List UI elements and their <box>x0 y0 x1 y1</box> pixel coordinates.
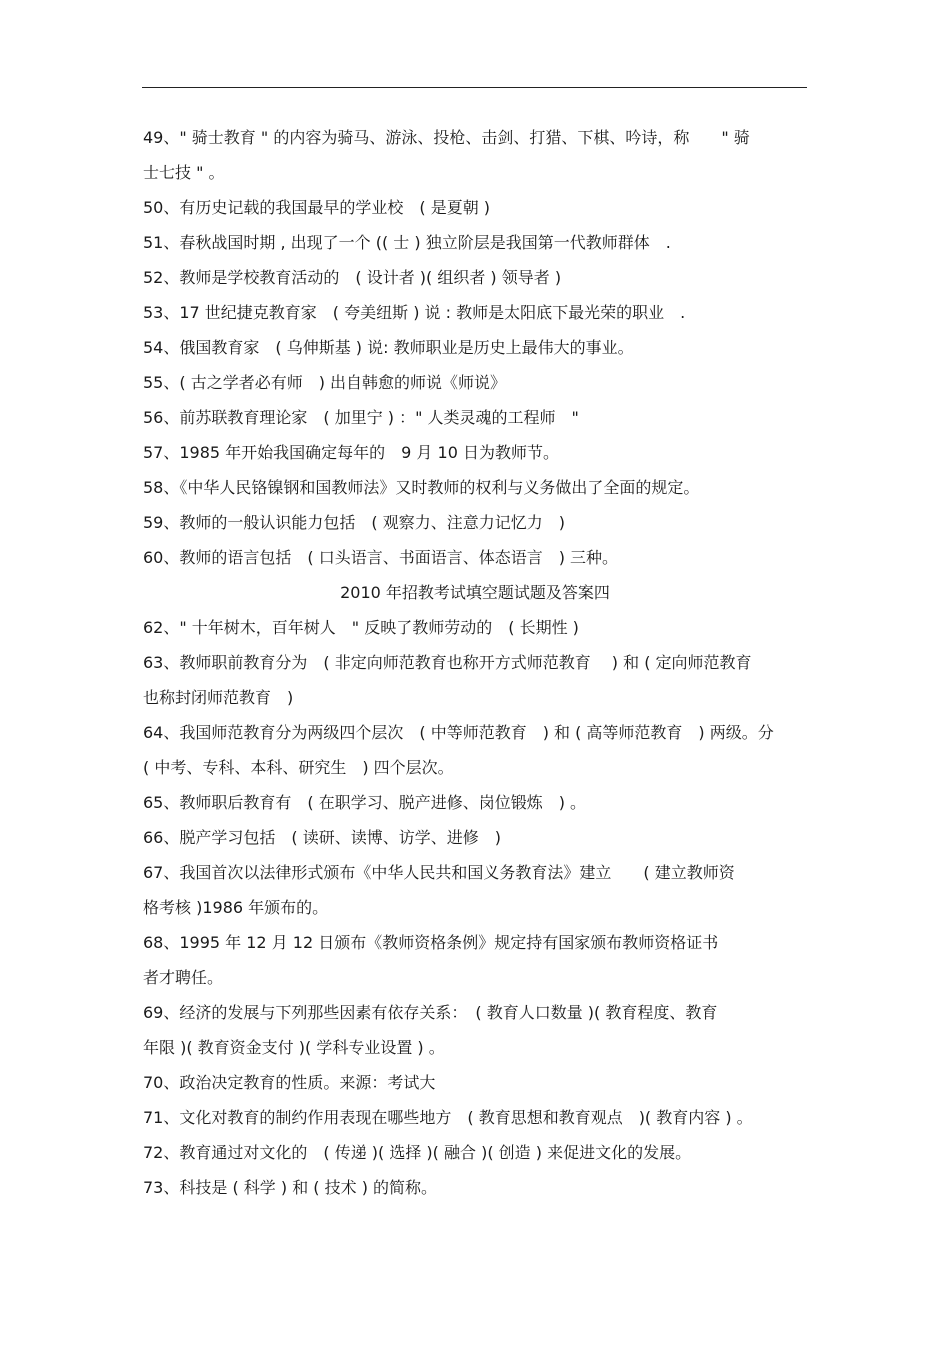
text-line: 56、前苏联教育理论家 ( 加里宁 ) ：" 人类灵魂的工程师 " <box>143 408 579 427</box>
section-heading: 2010 年招教考试填空题试题及答案四 <box>340 583 610 602</box>
text-line: 58、《中华人民铬镍钢和国教师法》又时教师的权利与义务做出了全面的规定。 <box>143 478 700 497</box>
text-line: 65、教师职后教育有 ( 在职学习、脱产进修、岗位锻炼 ) 。 <box>143 793 587 812</box>
text-line: 57、1985 年开始我国确定每年的 9 月 10 日为教师节。 <box>143 443 559 462</box>
text-line: 69、经济的发展与下列那些因素有依存关系： ( 教育人口数量 )( 教育程度、教育 <box>143 1003 718 1022</box>
text-line: ( 中考、专科、本科、研究生 ) 四个层次。 <box>143 758 454 777</box>
text-line: 55、( 古之学者必有师 ) 出自韩愈的师说《师说》 <box>143 373 507 392</box>
text-line: 者才聘任。 <box>143 968 224 987</box>
text-line: 格考核 )1986 年颁布的。 <box>143 898 329 917</box>
text-line: 士七技 " 。 <box>143 163 225 182</box>
text-line: 52、教师是学校教育活动的 ( 设计者 )( 组织者 ) 领导者 ) <box>143 268 562 287</box>
text-line: 72、教育通过对文化的 ( 传递 )( 选择 )( 融合 )( 创造 ) 来促进文化的发展。 <box>143 1143 692 1162</box>
text-line: 60、教师的语言包括 ( 口头语言、书面语言、体态语言 ) 三种。 <box>143 548 619 567</box>
text-line: 70、政治决定教育的性质。来源：考试大 <box>143 1073 436 1092</box>
text-line: 53、17 世纪捷克教育家 ( 夸美纽斯 ) 说 : 教师是太阳底下最光荣的职业 . <box>143 303 686 322</box>
header-rule <box>142 87 807 88</box>
text-line: 71、文化对教育的制约作用表现在哪些地方 ( 教育思想和教育观点 )( 教育内容 ) 。 <box>143 1108 753 1127</box>
text-line: 62、" 十年树木，百年树人 " 反映了教师劳动的 ( 长期性 ) <box>143 618 579 637</box>
text-line: 66、脱产学习包括 ( 读研、读博、访学、进修 ) <box>143 828 501 847</box>
text-line: 68、1995 年 12 月 12 日颁布《教师资格条例》规定持有国家颁布教师资格证书 <box>143 933 719 952</box>
text-line: 54、俄国教育家 ( 乌伸斯基 ) 说: 教师职业是历史上最伟大的事业。 <box>143 338 634 357</box>
text-line: 年限 )( 教育资金支付 )( 学科专业设置 ) 。 <box>143 1038 445 1057</box>
text-line: 59、教师的一般认识能力包括 ( 观察力、注意力记忆力 ) <box>143 513 565 532</box>
text-line: 63、教师职前教育分为 ( 非定向师范教育也称开方式师范教育 ) 和 ( 定向师范教育 <box>143 653 752 672</box>
text-line: 49、" 骑士教育 " 的内容为骑马、游泳、投枪、击剑、打猎、下棋、吟诗，称 " 骑 <box>143 128 750 147</box>
text-line: 67、我国首次以法律形式颁布《中华人民共和国义务教育法》建立 ( 建立教师资 <box>143 863 735 882</box>
text-line: 50、有历史记载的我国最早的学业校 ( 是夏朝 ) <box>143 198 491 217</box>
text-line: 64、我国师范教育分为两级四个层次 ( 中等师范教育 ) 和 ( 高等师范教育 ) 两级。分 <box>143 723 774 742</box>
text-line: 73、科技是 ( 科学 ) 和 ( 技术 ) 的简称。 <box>143 1178 438 1197</box>
text-line: 也称封闭师范教育 ) <box>143 688 294 707</box>
text-line: 51、春秋战国时期 , 出现了一个 (( 士 ) 独立阶层是我国第一代教师群体 . <box>143 233 671 252</box>
document-body <box>143 120 807 1205</box>
